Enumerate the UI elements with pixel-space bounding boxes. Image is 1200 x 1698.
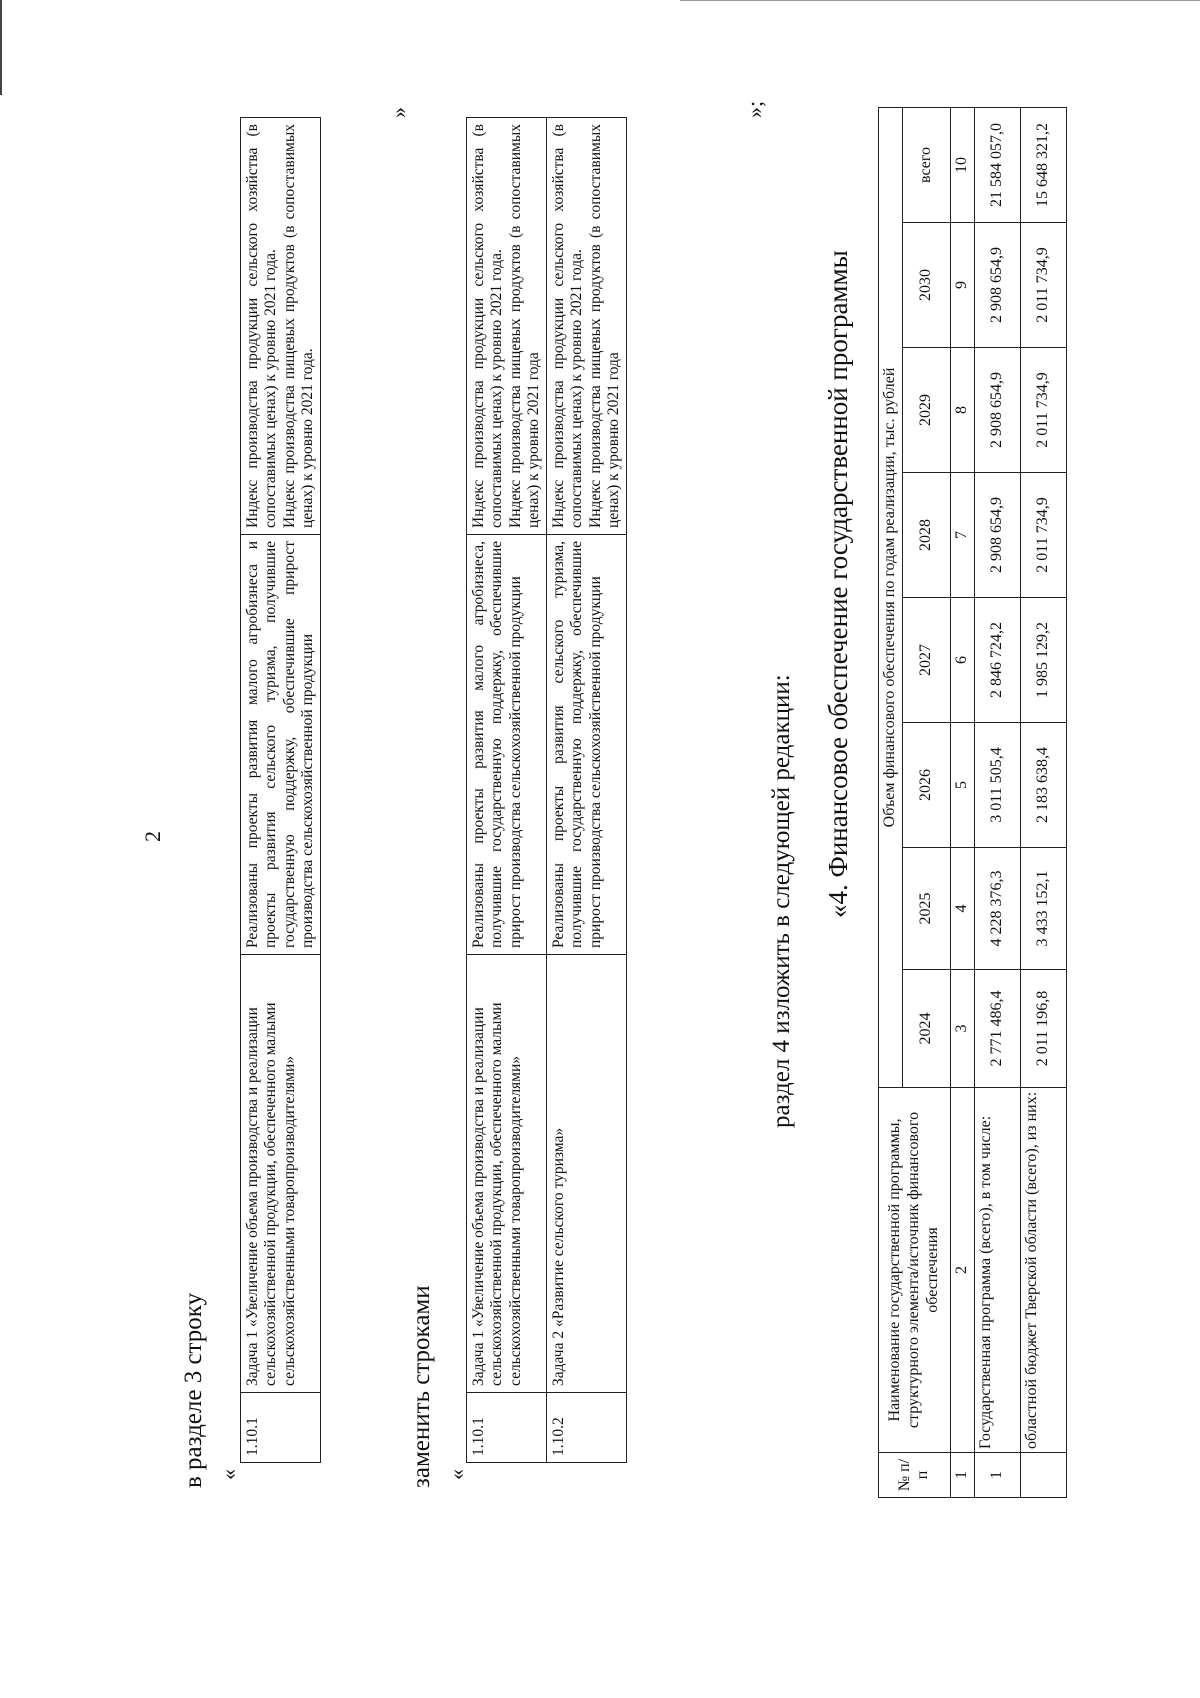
task-cell: Задача 2 «Развитие сельского туризма» [547,955,627,1393]
value-cell: 2 011 196,8 [1020,970,1066,1088]
description-cell: Реализованы проекты развития малого агробизнеса и проекты развития сельского туризма, получившие государственную поддержку, обеспечившие прирост производства сельскохозяйственной продукции [241,535,321,955]
row-number: 1.10.2 [547,1393,627,1463]
open-quote-1: « [216,1469,241,1480]
value-cell: 2 771 486,4 [974,970,1020,1088]
finance-heading: «4. Финансовое обеспечение государственной программы [823,250,853,918]
section3-intro: раздел 4 изложить в следующей редакции: [768,674,795,1128]
task-cell: Задача 1 «Увеличение объема производства и реализации сельскохозяйственной продукции, обеспеченного малыми сельскохозяйственными товаропроизводителями» [241,955,321,1393]
index-cell: 4 [950,848,974,970]
indicator-2: Индекс производства пищевых продуктов (в сопоставимых ценах) к уровню 2021 года [586,124,622,528]
row-name: областной бюджет Тверской области (всего), из них: [1020,1088,1066,1453]
task-cell: Задача 1 «Увеличение объема производства и реализации сельскохозяйственной продукции, обеспеченного малыми сельскохозяйственными товаропроизводителями» [467,955,547,1393]
index-cell: 6 [950,598,974,723]
value-cell: 2 183 638,4 [1020,723,1066,848]
value-cell: 1 985 129,2 [1020,598,1066,723]
value-cell: 2 011 734,9 [1020,348,1066,473]
indicators-cell [547,118,627,535]
year-header: 2029 [902,348,950,473]
year-header: 2024 [902,970,950,1088]
col-num-header: № п/п [879,1453,951,1498]
row-number: 1 [974,1453,1020,1498]
description-cell: Реализованы проекты развития сельского туризма, получившие государственную поддержку, обеспечившие прирост производства сельскохозяйственной продукции [547,535,627,955]
year-header: 2030 [902,223,950,348]
value-cell: 2 908 654,9 [974,473,1020,598]
index-cell: 5 [950,723,974,848]
old-row-table [240,117,321,1463]
value-cell: 2 011 734,9 [1020,473,1066,598]
table-header-row [879,107,903,1497]
indicator-2: Индекс производства пищевых продуктов (в сопоставимых ценах) к уровню 2021 года [506,124,542,528]
description-cell: Реализованы проекты развития малого агробизнеса, получившие государственную поддержку, обеспечившие прирост производства сельскохозяйственной продукции [467,535,547,955]
value-cell: 2 908 654,9 [974,223,1020,348]
open-quote-2: « [444,1469,469,1480]
index-cell: 10 [950,107,974,222]
index-cell: 1 [950,1453,974,1498]
indicators-cell [467,118,547,535]
value-cell: 2 011 734,9 [1020,223,1066,348]
index-cell: 8 [950,348,974,473]
finance-table [878,107,1067,1498]
table-row [241,118,321,1463]
index-cell: 9 [950,223,974,348]
indicator-1: Индекс производства продукции сельского хозяйства (в сопоставимых ценах) к уровню 2021 года. [470,124,506,528]
value-cell: 2 908 654,9 [974,348,1020,473]
value-cell: 3 011 505,4 [974,723,1020,848]
value-cell: 21 584 057,0 [974,107,1020,222]
section1-intro: в разделе 3 строку [180,1292,207,1488]
index-cell: 3 [950,970,974,1088]
table-row [1020,107,1066,1497]
value-cell: 4 228 376,3 [974,848,1020,970]
close-quote-1: » [386,107,411,118]
row-number: 1.10.1 [467,1393,547,1463]
index-cell: 2 [950,1088,974,1453]
table-index-row [950,107,974,1497]
section2-intro: заменить строками [408,1285,435,1488]
year-header: 2028 [902,473,950,598]
table-row [467,118,547,1463]
value-cell: 15 648 321,2 [1020,107,1066,222]
indicator-1: Индекс производства продукции сельского хозяйства (в сопоставимых ценах) к уровню 2021 года. [550,124,586,528]
new-rows-table [466,117,627,1463]
year-header: 2025 [902,848,950,970]
col-name-header: Наименование государственной программы, структурного элемента/источник финансового обеспечения [879,1088,951,1453]
year-header: 2027 [902,598,950,723]
col-group-header: Объем финансового обеспечения по годам реализации, тыс. рублей [879,107,903,1087]
total-header: всего [902,107,950,222]
page-number: 2 [140,831,165,842]
indicator-1: Индекс производства продукции сельского хозяйства (в сопоставимых ценах) к уровню 2021 года. [244,124,280,528]
close-quote-2: »; [742,100,767,118]
indicators-cell [241,118,321,535]
year-header: 2026 [902,723,950,848]
value-cell: 3 433 152,1 [1020,848,1066,970]
indicator-2: Индекс производства пищевых продуктов (в сопоставимых ценах) к уровню 2021 года. [280,124,316,528]
index-cell: 7 [950,473,974,598]
row-number [1020,1453,1066,1498]
table-row [974,107,1020,1497]
table-row [547,118,627,1463]
row-name: Государственная программа (всего), в том числе: [974,1088,1020,1453]
row-number: 1.10.1 [241,1393,321,1463]
value-cell: 2 846 724,2 [974,598,1020,723]
